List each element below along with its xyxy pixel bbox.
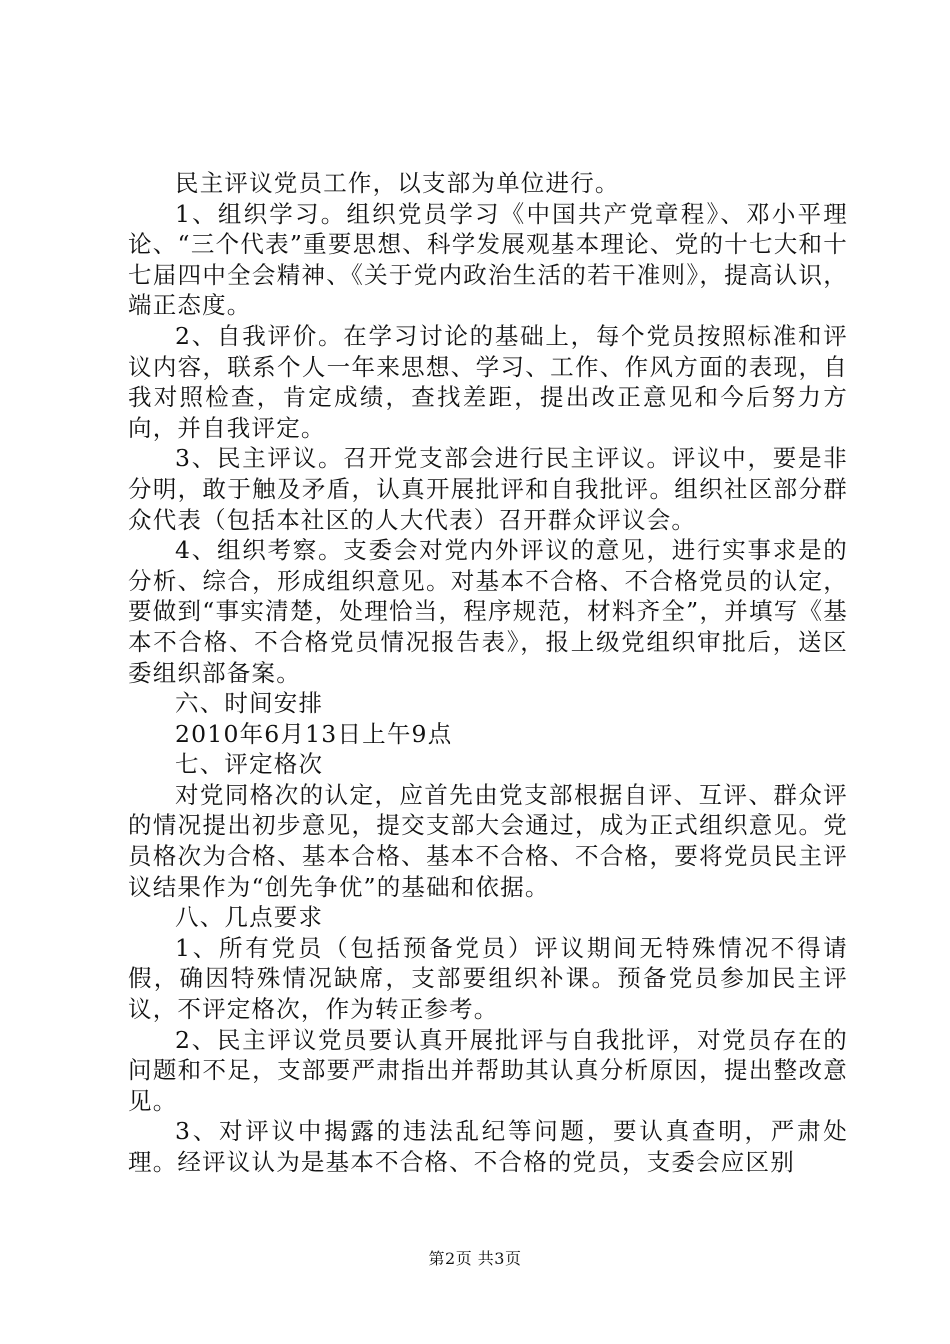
- page-footer: [0, 1246, 950, 1269]
- paragraph-democratic-review: 3、民主评议。召开党支部会进行民主评议。评议中，要是非分明，敢于触及矛盾，认真开展批评和自我批评。组织社区部分群众代表（包括本社区的人大代表）召开群众评议会。: [128, 444, 848, 534]
- paragraph-requirement-2: 2、民主评议党员要认真开展批评与自我批评，对党员存在的问题和不足，支部要严肃指出并帮助其认真分析原因，提出整改意见。: [128, 1025, 848, 1115]
- section-heading-requirements: 八、几点要求: [175, 903, 324, 932]
- paragraph-self-evaluation: 2、自我评价。在学习讨论的基础上，每个党员按照标准和评议内容，联系个人一年来思想、学习、工作、作风方面的表现，自我对照检查，肯定成绩，查找差距，提出改正意见和今后努力方向，并自我评定。: [128, 321, 848, 442]
- paragraph-organizational-inspection: 4、组织考察。支委会对党内外评议的意见，进行实事求是的分析、综合，形成组织意见。对基本不合格、不合格党员的认定，要做到“事实清楚，处理恰当，程序规范，材料齐全”，并填写《基本不合格、不合格党员情况报告表》，报上级党组织审批后，送区委组织部备案。: [128, 536, 848, 687]
- paragraph-schedule-date: 2010年6月13日上午9点: [175, 719, 453, 748]
- paragraph-requirement-3: 3、对评议中揭露的违法乱纪等问题，要认真查明，严肃处理。经评议认为是基本不合格、不合格的党员，支委会应区别: [128, 1117, 848, 1176]
- paragraph-intro: 民主评议党员工作，以支部为单位进行。: [175, 169, 620, 197]
- paragraph-requirement-1: 1、所有党员（包括预备党员）评议期间无特殊情况不得请假，确因特殊情况缺席，支部要组织补课。预备党员参加民主评议，不评定格次，作为转正参考。: [128, 933, 848, 1024]
- section-heading-schedule: 六、时间安排: [175, 689, 324, 718]
- paragraph-organize-study: 1、组织学习。组织党员学习《中国共产党章程》、邓小平理论、“三个代表”重要思想、科学发展观基本理论、党的十七大和十七届四中全会精神、《关于党内政治生活的若干准则》，提高认识，端正态度。: [128, 199, 848, 320]
- section-heading-grading: 七、评定格次: [175, 750, 324, 779]
- paragraph-grading: 对党同格次的认定，应首先由党支部根据自评、互评、群众评的情况提出初步意见，提交支部大会通过，成为正式组织意见。党员格次为合格、基本合格、基本不合格、不合格，要将党员民主评议结果作为“创先争优”的基础和依据。: [128, 780, 848, 901]
- page-number-label: 第2页 共3页: [428, 1249, 522, 1268]
- document-body: [128, 168, 848, 1178]
